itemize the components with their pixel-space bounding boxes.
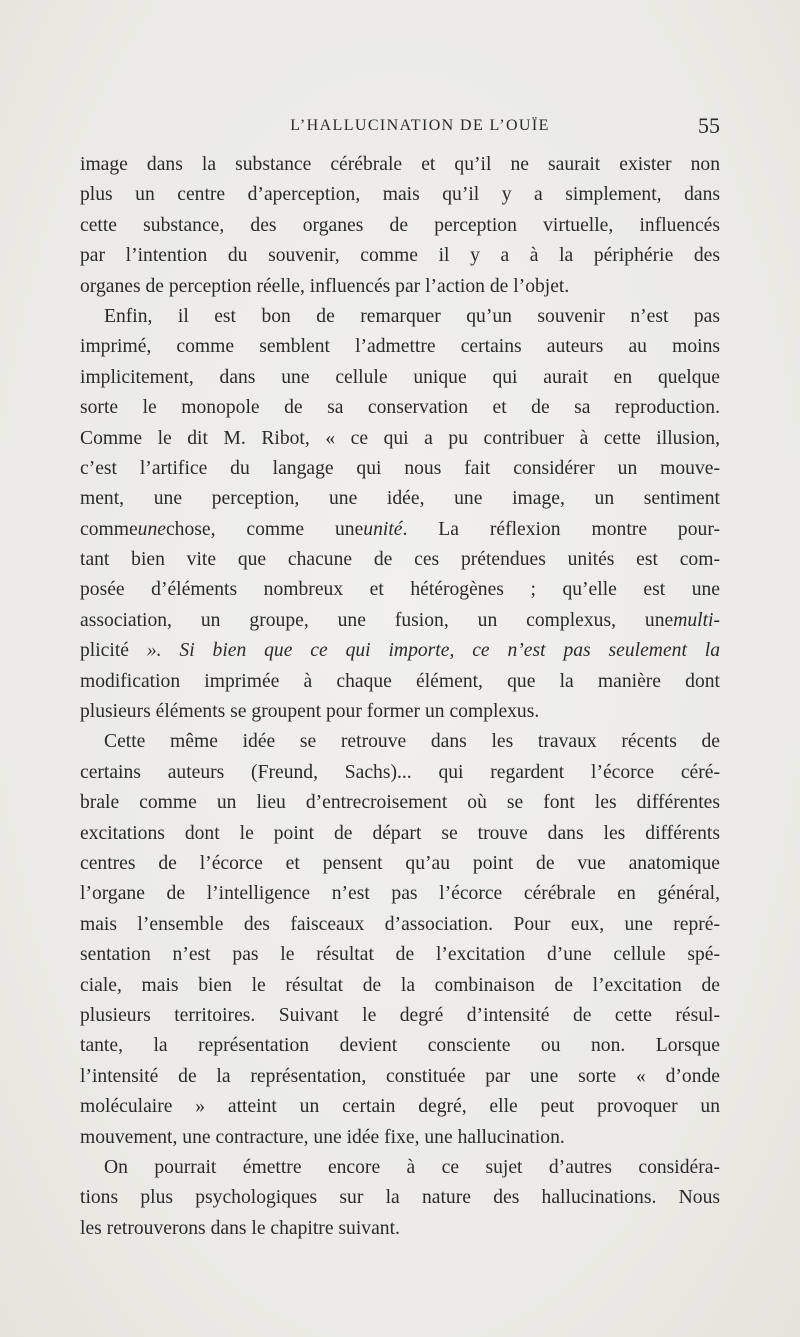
text-line: l’organe de l’intelligence n’est pas l’écorce cérébrale en général,	[80, 883, 720, 905]
text-line: On pourrait émettre encore à ce sujet d’autres considéra-	[104, 1156, 720, 1178]
text-line: tante, la représentation devient consciente ou non. Lorsque	[80, 1035, 720, 1057]
text-line: modification imprimée à chaque élément, que la manière dont	[80, 670, 720, 692]
text-line: organes de perception réelle, influencés par l’action de l’objet.	[80, 275, 570, 297]
text-line: centres de l’écorce et pensent qu’au point de vue anatomique	[80, 852, 720, 874]
text-line: posée d’éléments nombreux et hétérogènes ; qu’elle est une	[80, 579, 720, 601]
page-header	[80, 113, 720, 145]
text-line: implicitement, dans une cellule unique qui aurait en quelque	[80, 366, 720, 388]
text-line: commeunechose, comme uneunité. La réflexion montre pour-	[80, 518, 720, 540]
text-line: Cette même idée se retrouve dans les travaux récents de	[104, 731, 720, 753]
text-line: plus un centre d’aperception, mais qu’il y a simplement, dans	[80, 184, 720, 206]
text-line: certains auteurs (Freund, Sachs)... qui regardent l’écorce céré-	[80, 761, 720, 783]
text-line: imprimé, comme semblent l’admettre certains auteurs au moins	[80, 336, 720, 358]
body-text	[80, 150, 720, 1244]
text-line: plusieurs territoires. Suivant le degré d’intensité de cette résul-	[80, 1004, 720, 1026]
text-line: moléculaire » atteint un certain degré, elle peut provoquer un	[80, 1096, 720, 1118]
text-line: brale comme un lieu d’entrecroisement où se font les différentes	[80, 792, 720, 814]
text-line: excitations dont le point de départ se trouve dans les différents	[80, 822, 720, 844]
page-number: 55	[698, 113, 720, 138]
text-line: Comme le dit M. Ribot, « ce qui a pu contribuer à cette illusion,	[80, 427, 720, 449]
text-line: cette substance, des organes de perception virtuelle, influencés	[80, 214, 720, 236]
paragraph	[80, 150, 720, 302]
text-line: sentation n’est pas le résultat de l’excitation d’une cellule spé-	[80, 944, 720, 966]
text-line: sorte le monopole de sa conservation et de sa reproduction.	[80, 397, 720, 419]
paragraph	[80, 302, 720, 727]
running-title: L’HALLUCINATION DE L’OUÏE	[290, 117, 550, 134]
text-line: les retrouverons dans le chapitre suivant.	[80, 1217, 400, 1239]
text-line: plicité ». Si bien que ce qui importe, ce n’est pas seulement la	[80, 640, 720, 662]
text-line: image dans la substance cérébrale et qu’il ne saurait exister non	[80, 154, 720, 175]
text-line: ment, une perception, une idée, une image, un sentiment	[80, 488, 720, 510]
text-line: l’intensité de la représentation, constituée par une sorte « d’onde	[80, 1065, 720, 1087]
text-line: ciale, mais bien le résultat de la combinaison de l’excitation de	[80, 974, 720, 996]
text-line: plusieurs éléments se groupent pour former un complexus.	[80, 701, 540, 723]
paragraph	[80, 727, 720, 1152]
text-line: tions plus psychologiques sur la nature des hallucinations. Nous	[80, 1187, 720, 1209]
text-line: association, un groupe, une fusion, un complexus, unemulti-	[80, 609, 720, 631]
text-line: c’est l’artifice du langage qui nous fait considérer un mouve-	[80, 457, 720, 479]
text-line: par l’intention du souvenir, comme il y a à la périphérie des	[80, 245, 720, 267]
text-line: Enfin, il est bon de remarquer qu’un souvenir n’est pas	[104, 305, 720, 327]
text-line: tant bien vite que chacune de ces prétendues unités est com-	[80, 549, 720, 571]
text-line: mouvement, une contracture, une idée fixe, une hallucination.	[80, 1126, 565, 1148]
text-line: mais l’ensemble des faisceaux d’association. Pour eux, une repré-	[80, 913, 720, 935]
paragraph	[80, 1153, 720, 1244]
